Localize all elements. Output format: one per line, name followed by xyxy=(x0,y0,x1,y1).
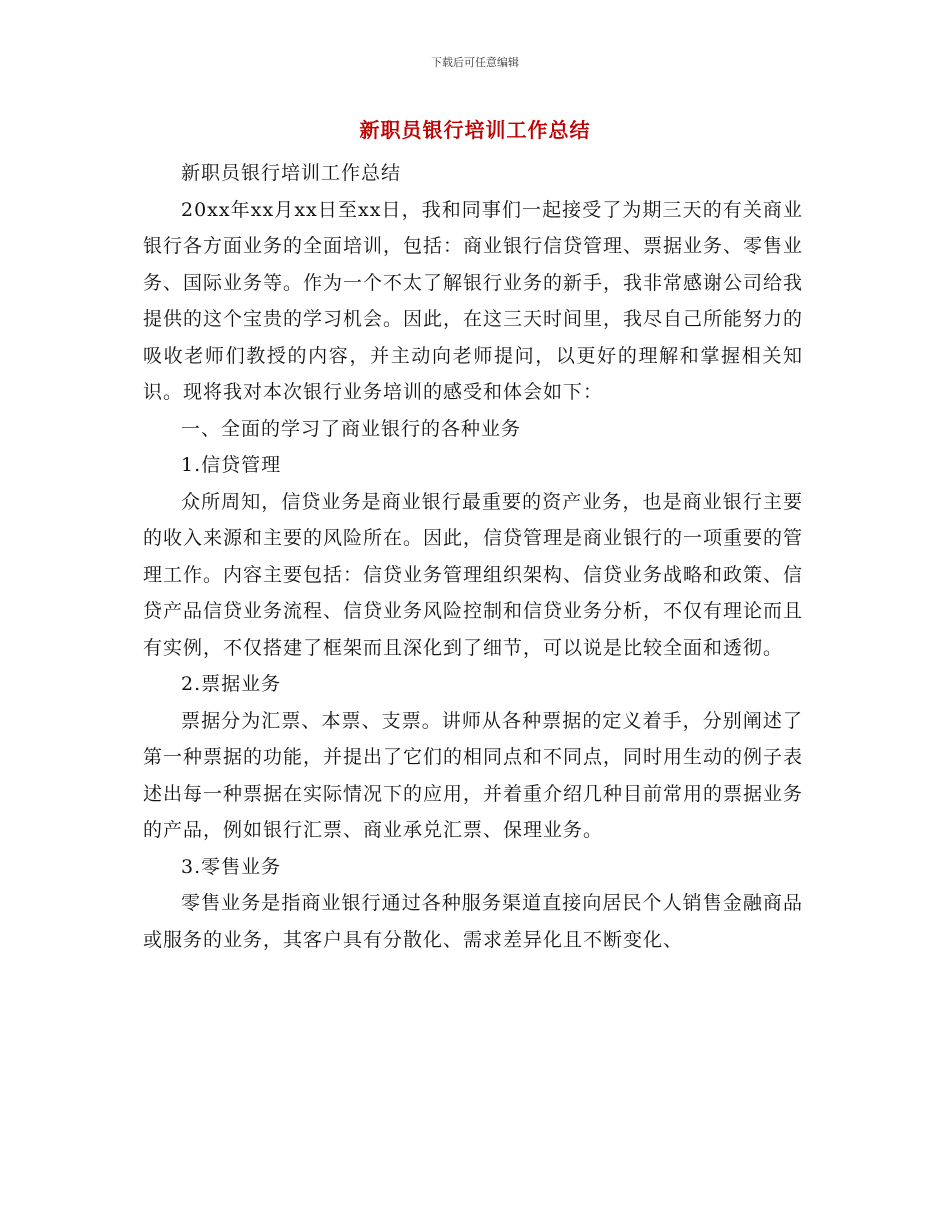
subsection-heading-bills: 2.票据业务 xyxy=(181,673,282,695)
paragraph-subtitle: 新职员银行培训工作总结 xyxy=(181,162,402,184)
document-body xyxy=(143,155,803,958)
paragraph-intro: 20xx年xx月xx日至xx日，我和同事们一起接受了为期三天的有关商业银行各方面业务的全面培训，包括：商业银行信贷管理、票据业务、零售业务、国际业务等。作为一个不太了解银行业务的新手，我非常感谢公司给我提供的这个宝贵的学习机会。因此，在这三天时间里，我尽自己所能努力的吸收老师们教授的内容，并主动向老师提问，以更好的理解和掌握相关知识。现将我对本次银行业务培训的感受和体会如下： xyxy=(143,198,804,403)
section-heading-1: 一、全面的学习了商业银行的各种业务 xyxy=(181,417,522,440)
paragraph-bills: 票据分为汇票、本票、支票。讲师从各种票据的定义着手，分别阐述了第一种票据的功能，并提出了它们的相同点和不同点，同时用生动的例子表述出每一种票据在实际情况下的应用，并着重介绍几种目前常用的票据业务的产品，例如银行汇票、商业承兑汇票、保理业务。 xyxy=(143,709,804,841)
subsection-heading-credit: 1.信贷管理 xyxy=(181,454,282,476)
document-title: 新职员银行培训工作总结 xyxy=(359,118,591,142)
paragraph-retail: 零售业务是指商业银行通过各种服务渠道直接向居民个人销售金融商品或服务的业务，其客户具有分散化、需求差异化且不断变化、 xyxy=(143,892,803,951)
paragraph-credit: 众所周知，信贷业务是商业银行最重要的资产业务，也是商业银行主要的收入来源和主要的风险所在。因此，信贷管理是商业银行的一项重要的管理工作。内容主要包括：信贷业务管理组织架构、信贷业务战略和政策、信贷产品信贷业务流程、信贷业务风险控制和信贷业务分析，不仅有理论而且有实例，不仅搭建了框架而且深化到了细节，可以说是比较全面和透彻。 xyxy=(143,490,804,659)
subsection-heading-retail: 3.零售业务 xyxy=(181,855,282,878)
header-note: 下载后可任意编辑 xyxy=(431,56,519,69)
